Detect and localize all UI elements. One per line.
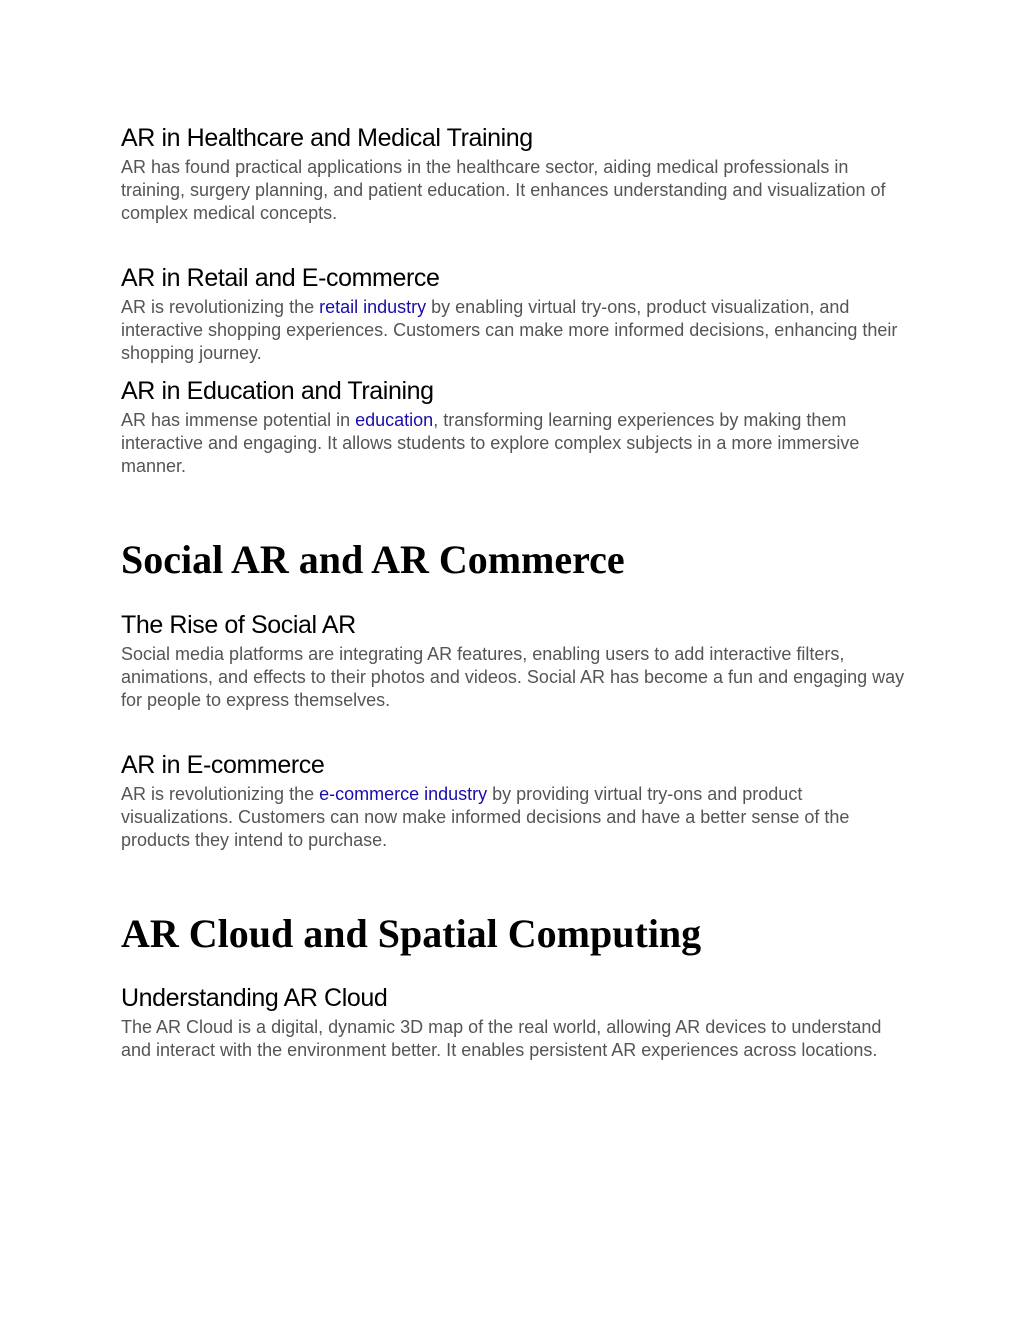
body-text: by providing virtual try-ons and product visualizations. Customers can now make informed decisions and have a better sense of the products they intend to purchase. bbox=[121, 784, 850, 850]
section-heading: Understanding AR Cloud bbox=[121, 984, 388, 1012]
section-body bbox=[121, 409, 911, 478]
section-healthcare bbox=[121, 123, 911, 225]
body-text: AR is revolutionizing the bbox=[121, 297, 320, 317]
section-body bbox=[121, 296, 911, 365]
body-text: , transforming learning experiences by making them interactive and engaging. It allows students to explore complex subjects in a more immersive manner. bbox=[121, 410, 860, 476]
body-text: AR is revolutionizing the bbox=[121, 784, 320, 804]
section-retail bbox=[121, 263, 911, 365]
retail-industry-link[interactable]: retail industry bbox=[319, 297, 427, 317]
body-text: AR has immense potential in bbox=[121, 410, 356, 430]
section-ar-ecommerce bbox=[121, 750, 911, 852]
section-education bbox=[121, 376, 911, 478]
section-heading: AR in E-commerce bbox=[121, 751, 325, 779]
section-heading: AR in Healthcare and Medical Training bbox=[121, 124, 533, 152]
education-link[interactable]: education bbox=[355, 410, 434, 430]
section-body: Social media platforms are integrating AR features, enabling users to add interactive filters, animations, and effects to their photos and videos. Social AR has become a fun and engaging way for people to express themselves. bbox=[121, 644, 905, 710]
section-body: The AR Cloud is a digital, dynamic 3D map of the real world, allowing AR devices to understand and interact with the environment better. It enables persistent AR experiences across locations. bbox=[121, 1017, 882, 1060]
body-text: by enabling virtual try-ons, product visualization, and interactive shopping experiences. Customers can make more informed decisions, enhancing their shopping journey. bbox=[121, 297, 898, 363]
section-heading: AR in Education and Training bbox=[121, 377, 434, 405]
section-heading: The Rise of Social AR bbox=[121, 611, 356, 639]
section-body: AR has found practical applications in the healthcare sector, aiding medical professionals in training, surgery planning, and patient education. It enhances understanding and visualization of complex medical concepts. bbox=[121, 157, 886, 223]
section-understanding-ar-cloud bbox=[121, 983, 911, 1062]
social-ar-title: Social AR and AR Commerce bbox=[121, 537, 625, 582]
ar-cloud-title: AR Cloud and Spatial Computing bbox=[121, 911, 702, 956]
section-body bbox=[121, 783, 911, 852]
section-rise-social-ar bbox=[121, 610, 911, 712]
ecommerce-industry-link[interactable]: e-commerce industry bbox=[319, 784, 488, 804]
section-heading: AR in Retail and E-commerce bbox=[121, 264, 440, 292]
